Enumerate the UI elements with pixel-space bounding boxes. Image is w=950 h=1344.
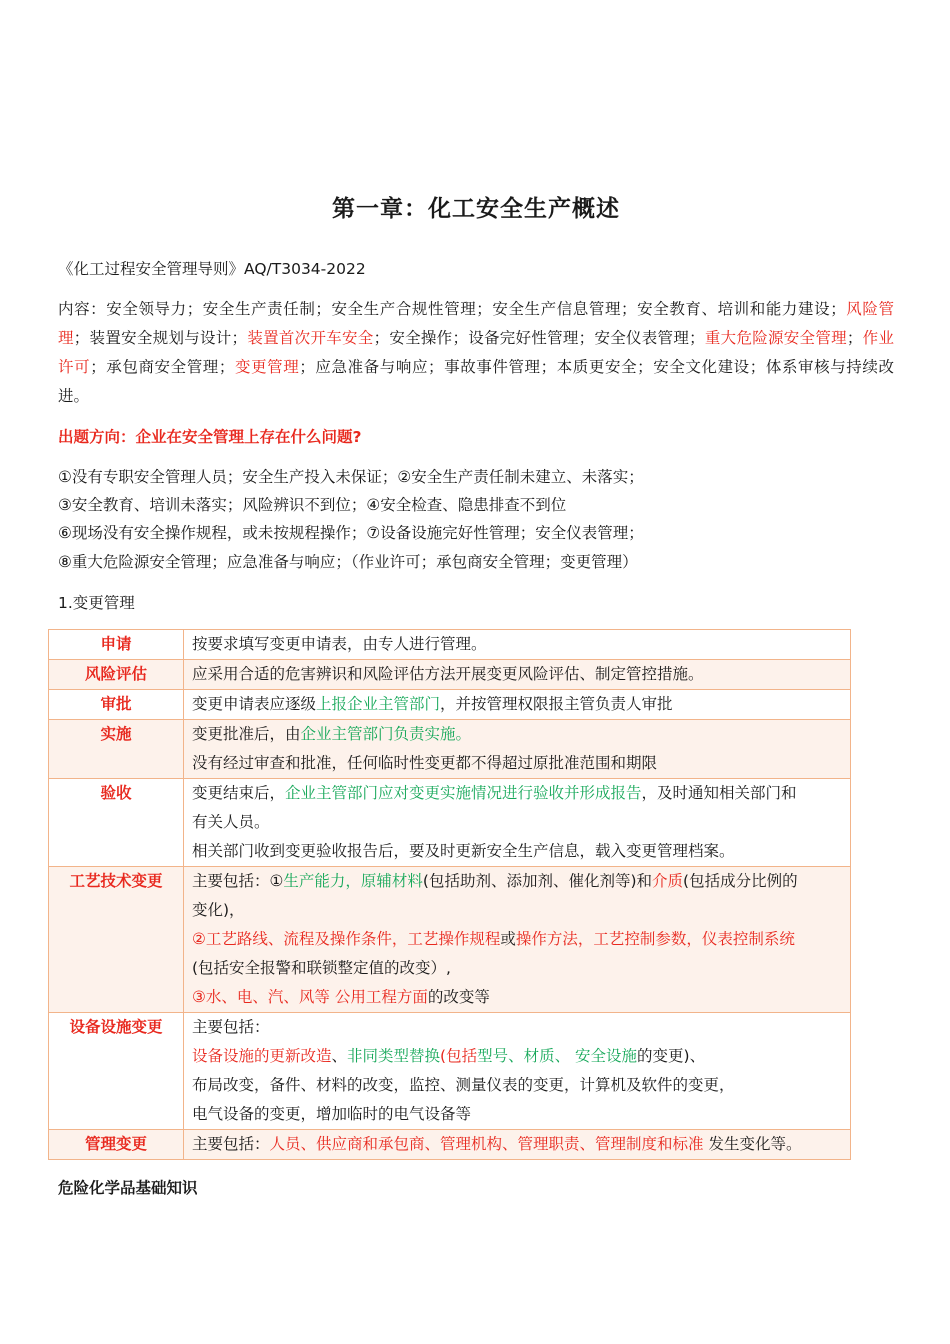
cell-text: 、 <box>331 1047 348 1065</box>
issue-line: ⑥现场没有安全操作规程，或未按规程操作；⑦设备设施完好性管理；安全仪表管理； <box>58 524 644 542</box>
content-text: ；应急准备与响应；事故事件管理；本质更安全；安全文化建设；体系审核与持续改进。 <box>58 358 894 405</box>
row-value <box>184 867 851 1013</box>
page-title: 第一章：化工安全生产概述 <box>332 196 620 222</box>
content-highlight: 作业许可 <box>58 329 894 376</box>
content-text: ； <box>846 329 863 347</box>
table-row <box>49 690 851 720</box>
cell-text: 变更批准后，由 <box>192 725 301 743</box>
cell-text: (包括成分比例的 <box>683 872 798 890</box>
content-label: 内容： <box>58 300 107 318</box>
standard-reference: 《化工过程安全管理导则》AQ/T3034-2022 <box>58 260 366 278</box>
cell-text: 的改变等 <box>427 988 490 1006</box>
cell-line: 有关人员。 <box>192 813 270 831</box>
cell-highlight: 型号、材质、 安全设施 <box>477 1047 638 1065</box>
cell-highlight: 介质 <box>652 872 684 890</box>
content-text: 安全领导力；安全生产责任制；安全生产合规性管理；安全生产信息管理；安全教育、培训和能力建设； <box>106 300 846 318</box>
table-row <box>49 779 851 867</box>
row-value <box>184 779 851 867</box>
cell-line: 电气设备的变更，增加临时的电气设备等 <box>192 1105 472 1123</box>
content-text: ；安全操作；设备完好性管理；安全仪表管理； <box>373 329 705 347</box>
cell-line <box>192 1042 842 1071</box>
cell-text: 变更结束后， <box>192 784 286 802</box>
content-paragraph <box>58 295 894 411</box>
issue-line: ⑧重大危险源安全管理；应急准备与响应；（作业许可；承包商安全管理；变更管理） <box>58 553 638 571</box>
issue-line: ③安全教育、培训未落实；风险辨识不到位；④安全检查、隐患排查不到位 <box>58 496 567 514</box>
cell-line: 相关部门收到变更验收报告后，要及时更新安全生产信息，载入变更管理档案。 <box>192 842 735 860</box>
content-highlight: 重大危险源安全管理 <box>704 329 847 347</box>
cell-highlight: 人员、供应商和承包商、管理机构、管理职责、管理制度和标准 <box>269 1135 704 1153</box>
row-key: 设备设施变更 <box>49 1013 184 1130</box>
cell-line: (包括安全报警和联锁整定值的改变）, <box>192 959 451 977</box>
row-key: 管理变更 <box>49 1130 184 1160</box>
cell-line <box>192 720 842 749</box>
table-row <box>49 867 851 1013</box>
cell-line <box>192 983 842 1012</box>
row-key: 风险评估 <box>49 660 184 690</box>
cell-text: 主要包括： <box>192 1135 270 1153</box>
row-key: 申请 <box>49 630 184 660</box>
cell-line <box>192 779 842 808</box>
cell-highlight: 企业主管部门应对变更实施情况进行验收并形成报告 <box>285 784 642 802</box>
row-key: 验收 <box>49 779 184 867</box>
cell-highlight: 生产能力，原辅材料 <box>283 872 423 890</box>
cell-highlight: 上报企业主管部门 <box>316 695 441 713</box>
content-text: ；装置安全规划与设计； <box>73 329 248 347</box>
cell-highlight: ③水、电、汽、风等 公用工程方面 <box>192 988 428 1006</box>
cell-highlight: 非同类型替换 <box>347 1047 441 1065</box>
cell-highlight: 设备设施的更新改造 <box>192 1047 332 1065</box>
table-row <box>49 630 851 660</box>
cell-line: 布局改变，备件、材料的改变，监控、测量仪表的变更，计算机及软件的变更， <box>192 1076 735 1094</box>
question-heading: 出题方向：企业在安全管理上存在什么问题? <box>58 428 362 446</box>
row-key: 审批 <box>49 690 184 720</box>
table-row <box>49 720 851 779</box>
cell-line: 主要包括： <box>192 1018 270 1036</box>
section-heading: 1.变更管理 <box>58 594 135 612</box>
cell-highlight: (包括 <box>440 1047 478 1065</box>
cell-text: ，及时通知相关部门和 <box>641 784 797 802</box>
row-value <box>184 1013 851 1130</box>
cell-text: 主要包括：① <box>192 872 284 890</box>
row-key: 实施 <box>49 720 184 779</box>
content-highlight: 变更管理 <box>234 358 300 376</box>
content-text: ；承包商安全管理； <box>90 358 235 376</box>
cell-line <box>192 925 842 954</box>
row-key: 工艺技术变更 <box>49 867 184 1013</box>
cell-text: ，并按管理权限报主管负责人审批 <box>440 695 673 713</box>
row-value <box>184 690 851 720</box>
cell-highlight: 操作方法，工艺控制参数，仪表控制系统 <box>515 930 795 948</box>
cell-line: 变化)， <box>192 901 245 919</box>
table-row <box>49 1130 851 1160</box>
row-value: 按要求填写变更申请表，由专人进行管理。 <box>184 630 851 660</box>
change-management-table <box>48 629 851 1160</box>
table-row <box>49 660 851 690</box>
content-highlight: 风险管理 <box>58 300 894 347</box>
cell-text: 的变更)、 <box>637 1047 706 1065</box>
cell-text: 发生变化等。 <box>703 1135 802 1153</box>
cell-line: 没有经过审查和批准，任何临时性变更都不得超过原批准范围和期限 <box>192 754 658 772</box>
cell-text: 变更申请表应逐级 <box>192 695 317 713</box>
cell-highlight: 企业主管部门负责实施。 <box>300 725 472 743</box>
row-value: 应采用合适的危害辨识和风险评估方法开展变更风险评估、制定管控措施。 <box>184 660 851 690</box>
cell-highlight: ②工艺路线、流程及操作条件，工艺操作规程 <box>192 930 501 948</box>
table-row <box>49 1013 851 1130</box>
section-heading: 危险化学品基础知识 <box>58 1179 198 1197</box>
cell-text: 或 <box>500 930 516 948</box>
content-highlight: 装置首次开车安全 <box>247 329 374 347</box>
cell-text: (包括助剂、添加剂、催化剂等)和 <box>422 872 653 890</box>
row-value <box>184 1130 851 1160</box>
cell-line <box>192 867 842 896</box>
issue-line: ①没有专职安全管理人员；安全生产投入未保证；②安全生产责任制未建立、未落实； <box>58 468 644 486</box>
row-value <box>184 720 851 779</box>
